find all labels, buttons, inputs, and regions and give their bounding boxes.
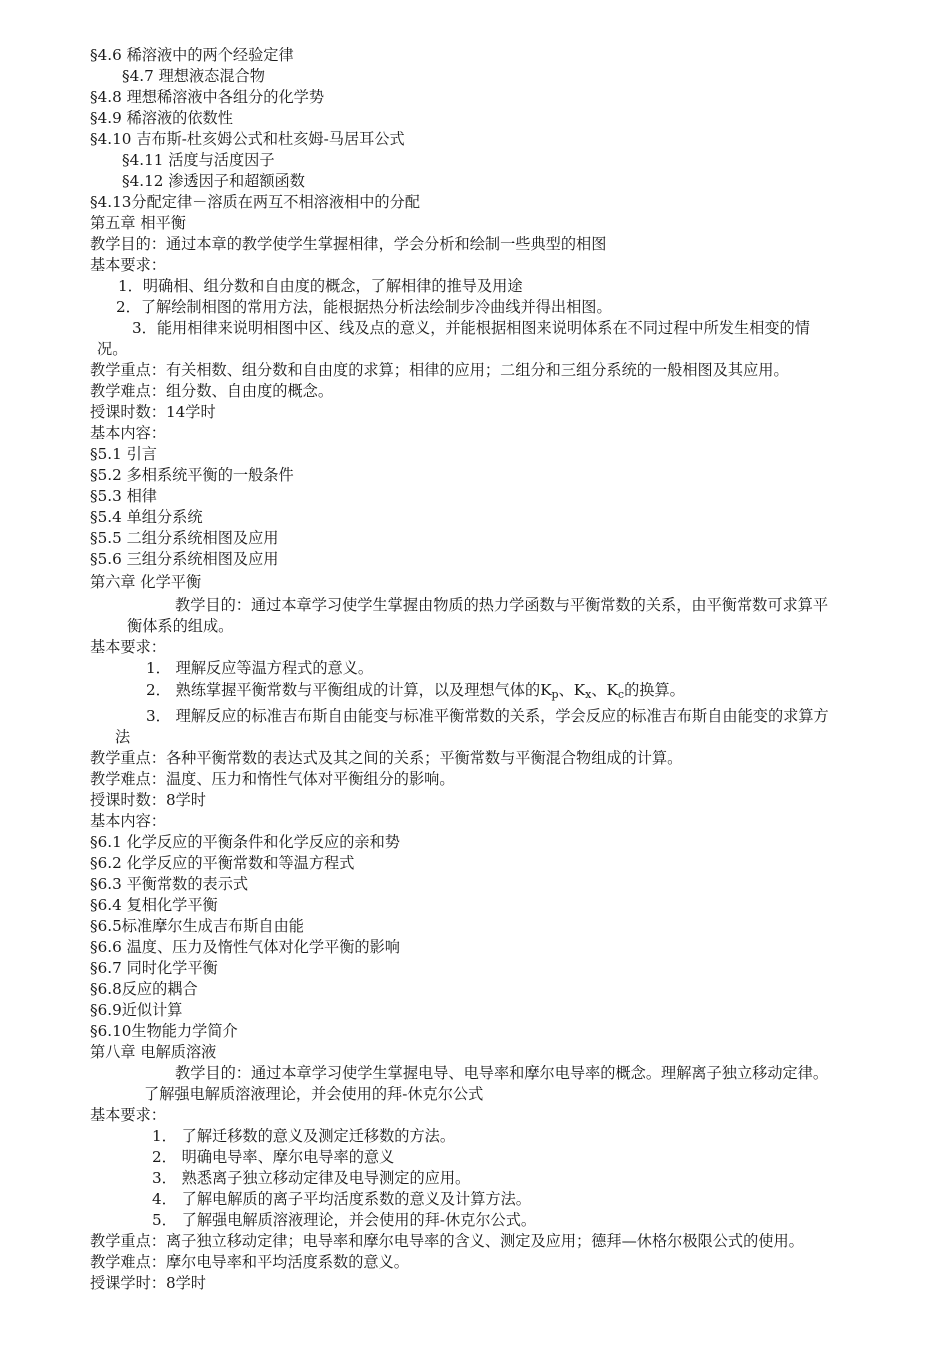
ch8-requirements-label: 基本要求： xyxy=(90,1106,166,1124)
ch8-req-1: 1． 了解迁移数的意义及测定迁移数的方法。 xyxy=(152,1127,456,1145)
ch5-key-points: 教学重点：有关相数、组分数和自由度的求算；相律的应用；二组分和三组分系统的一般相图及其应用。 xyxy=(90,361,789,379)
ch8-teaching-goal: 教学目的：通过本章学习使学生掌握电导、电导率和摩尔电导率的概念。理解离子独立移动定律。 xyxy=(175,1064,829,1082)
section-6-2: §6.2 化学反应的平衡常数和等温方程式 xyxy=(90,854,355,872)
ch6-difficulties: 教学难点：温度、压力和惰性气体对平衡组分的影响。 xyxy=(90,770,455,788)
kc-symbol: $K_c$ xyxy=(606,681,625,701)
ch5-req-3: 3．能用相律来说明相图中区、线及点的意义，并能根据相图来说明体系在不同过程中所发生相变的情 xyxy=(132,319,810,337)
ch8-hours: 授课学时：8学时 xyxy=(90,1274,206,1292)
ch8-key-points: 教学重点：离子独立移动定律；电导率和摩尔电导率的含义、测定及应用；德拜—休格尔极限公式的使用。 xyxy=(90,1232,804,1250)
section-5-6: §5.6 三组分系统相图及应用 xyxy=(90,550,279,568)
ch8-difficulties: 教学难点：摩尔电导率和平均活度系数的意义。 xyxy=(90,1253,409,1271)
section-6-10: §6.10生物能力学简介 xyxy=(90,1022,238,1040)
ch6-teaching-goal: 教学目的：通过本章学习使学生掌握由物质的热力学函数与平衡常数的关系，由平衡常数可求算平 xyxy=(175,596,829,614)
ch8-req-4: 4． 了解电解质的离子平均活度系数的意义及计算方法。 xyxy=(152,1190,531,1208)
ch5-hours: 授课时数：14学时 xyxy=(90,403,216,421)
ch6-hours: 授课时数：8学时 xyxy=(90,791,206,809)
section-4-6: §4.6 稀溶液中的两个经验定律 xyxy=(90,46,294,64)
ch8-req-3: 3． 熟悉离子独立移动定律及电导测定的应用。 xyxy=(152,1169,471,1187)
ch6-content-label: 基本内容： xyxy=(90,812,166,830)
section-5-4: §5.4 单组分系统 xyxy=(90,508,203,526)
ch5-req-3-cont: 况。 xyxy=(97,340,128,358)
ch6-req-2: 2． 熟练掌握平衡常数与平衡组成的计算，以及理想气体的$K_p$、$K_x$、$K_c$的换算。 xyxy=(146,681,685,701)
ch6-requirements-label: 基本要求： xyxy=(90,638,166,656)
section-4-12: §4.12 渗透因子和超额函数 xyxy=(122,172,305,190)
ch6-teaching-goal-cont: 衡体系的组成。 xyxy=(127,617,234,635)
section-5-2: §5.2 多相系统平衡的一般条件 xyxy=(90,466,294,484)
section-6-6: §6.6 温度、压力及惰性气体对化学平衡的影响 xyxy=(90,938,400,956)
kx-symbol: $K_x$ xyxy=(573,681,592,701)
section-6-7: §6.7 同时化学平衡 xyxy=(90,959,218,977)
ch6-req-1: 1． 理解反应等温方程式的意义。 xyxy=(146,659,374,677)
section-4-13: §4.13分配定律－溶质在两互不相溶液相中的分配 xyxy=(90,193,420,211)
section-6-1: §6.1 化学反应的平衡条件和化学反应的亲和势 xyxy=(90,833,400,851)
ch6-key-points: 教学重点：各种平衡常数的表达式及其之间的关系；平衡常数与平衡混合物组成的计算。 xyxy=(90,749,683,767)
section-6-3: §6.3 平衡常数的表示式 xyxy=(90,875,249,893)
kp-symbol: $K_p$ xyxy=(540,681,559,701)
ch5-req-2: 2．了解绘制相图的常用方法，能根据热分析法绘制步冷曲线并得出相图。 xyxy=(116,298,612,316)
ch8-teaching-goal-cont: 了解强电解质溶液理论，并会使用的拜-休克尔公式 xyxy=(144,1085,484,1103)
ch6-req-3-cont: 法 xyxy=(115,728,131,746)
ch5-difficulties: 教学难点：组分数、自由度的概念。 xyxy=(90,382,333,400)
ch5-requirements-label: 基本要求： xyxy=(90,256,166,274)
chapter-6-heading: 第六章 化学平衡 xyxy=(90,573,202,591)
chapter-8-heading: 第八章 电解质溶液 xyxy=(90,1043,217,1061)
section-4-10: §4.10 吉布斯-杜亥姆公式和杜亥姆-马居耳公式 xyxy=(90,130,405,148)
ch6-req-2-text: 2． 熟练掌握平衡常数与平衡组成的计算，以及理想气体的 xyxy=(146,681,541,699)
ch8-req-2: 2． 明确电导率、摩尔电导率的意义 xyxy=(152,1148,395,1166)
ch5-teaching-goal: 教学目的：通过本章的教学使学生掌握相律，学会分析和绘制一些典型的相图 xyxy=(90,235,607,253)
section-5-5: §5.5 二组分系统相图及应用 xyxy=(90,529,279,547)
section-4-9: §4.9 稀溶液的依数性 xyxy=(90,109,233,127)
section-6-8: §6.8反应的耦合 xyxy=(90,980,198,998)
section-6-5: §6.5标准摩尔生成吉布斯自由能 xyxy=(90,917,304,935)
ch8-req-5: 5． 了解强电解质溶液理论，并会使用的拜-休克尔公式。 xyxy=(152,1211,537,1229)
section-5-1: §5.1 引言 xyxy=(90,445,157,463)
section-6-9: §6.9近似计算 xyxy=(90,1001,183,1019)
ch5-content-label: 基本内容： xyxy=(90,424,166,442)
section-4-11: §4.11 活度与活度因子 xyxy=(122,151,275,169)
section-5-3: §5.3 相律 xyxy=(90,487,157,505)
ch6-req-3: 3． 理解反应的标准吉布斯自由能变与标准平衡常数的关系，学会反应的标准吉布斯自由能变的求算方 xyxy=(146,707,829,725)
section-6-4: §6.4 复相化学平衡 xyxy=(90,896,218,914)
section-4-7: §4.7 理想液态混合物 xyxy=(122,67,265,85)
section-4-8: §4.8 理想稀溶液中各组分的化学势 xyxy=(90,88,325,106)
ch5-req-1: 1．明确相、组分数和自由度的概念，了解相律的推导及用途 xyxy=(118,277,523,295)
chapter-5-heading: 第五章 相平衡 xyxy=(90,214,186,232)
